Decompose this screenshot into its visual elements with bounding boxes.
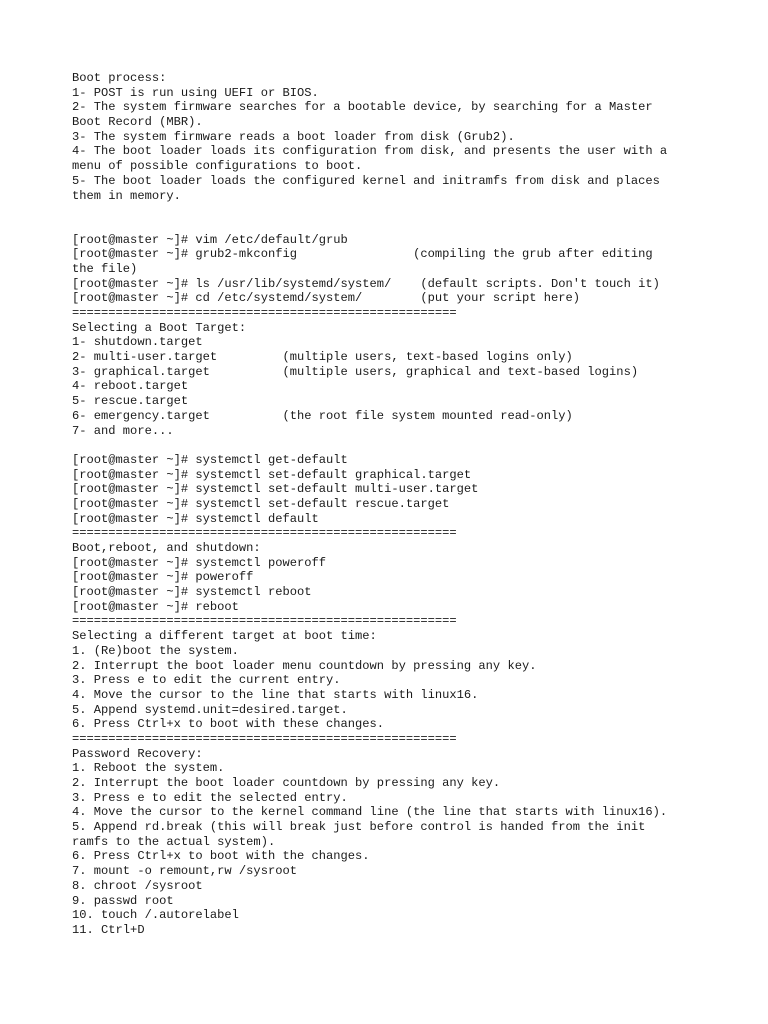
doc-line: 1. (Re)boot the system.	[72, 643, 239, 658]
doc-line: 3- The system firmware reads a boot loader from disk (Grub2).	[72, 129, 515, 144]
doc-line: 5- rescue.target	[72, 394, 189, 409]
doc-line: 1- POST is run using UEFI or BIOS.	[72, 85, 319, 100]
doc-line: 3- graphical.target (multiple users, graphical and text-based logins)	[72, 364, 639, 379]
doc-line: 2- multi-user.target (multiple users, text-based logins only)	[72, 350, 573, 365]
doc-line: Boot process:	[72, 71, 167, 85]
doc-line: 5. Append systemd.unit=desired.target.	[72, 702, 348, 717]
doc-line	[72, 438, 752, 453]
doc-line: 4- reboot.target	[72, 379, 189, 394]
doc-line: =====================================================	[72, 306, 457, 320]
doc-line: 9. passwd root	[72, 893, 174, 908]
doc-line: [root@master ~]# grub2-mkconfig (compiling the grub after editing	[72, 247, 653, 262]
doc-line	[72, 203, 752, 218]
doc-line: menu of possible configurations to boot.	[72, 159, 363, 174]
doc-line: 10. touch /.autorelabel	[72, 908, 239, 923]
doc-line: 4- The boot loader loads its configuration from disk, and presents the user with a	[72, 144, 668, 159]
doc-line: 2. Interrupt the boot loader menu countdown by pressing any key.	[72, 658, 537, 673]
doc-line: =====================================================	[72, 731, 457, 746]
doc-line: 6. Press Ctrl+x to boot with the changes.	[72, 849, 370, 864]
doc-line: [root@master ~]# systemctl default	[72, 511, 319, 526]
doc-line: Password Recovery:	[72, 746, 203, 761]
doc-line: them in memory.	[72, 188, 181, 203]
doc-line: [root@master ~]# ls /usr/lib/systemd/system/ (default scripts. Don't touch it)	[72, 276, 660, 291]
doc-line: 8. chroot /sysroot	[72, 878, 203, 893]
doc-line: 4. Move the cursor to the kernel command line (the line that starts with linux16).	[72, 805, 668, 820]
doc-line: 11. Ctrl+D	[72, 922, 145, 937]
doc-line: [root@master ~]# vim /etc/default/grub	[72, 232, 348, 247]
doc-line: 7- and more...	[72, 423, 174, 438]
doc-line: Selecting a different target at boot time:	[72, 629, 377, 644]
doc-line: 4. Move the cursor to the line that starts with linux16.	[72, 687, 479, 702]
doc-line: 1. Reboot the system.	[72, 761, 225, 776]
doc-line: 2. Interrupt the boot loader countdown by pressing any key.	[72, 776, 501, 790]
doc-line: [root@master ~]# cd /etc/systemd/system/ (put your script here)	[72, 291, 581, 306]
doc-line: the file)	[72, 261, 138, 276]
doc-line: 5. Append rd.break (this will break just before control is handed from the init	[72, 820, 646, 835]
doc-line: 1- shutdown.target	[72, 335, 203, 350]
doc-line: [root@master ~]# systemctl set-default multi-user.target	[72, 482, 479, 497]
doc-line: 3. Press e to edit the current entry.	[72, 673, 341, 688]
doc-line: [root@master ~]# systemctl get-default	[72, 452, 348, 467]
doc-line: ramfs to the actual system).	[72, 834, 276, 849]
doc-line: 6- emergency.target (the root file system mounted read-only)	[72, 408, 573, 423]
doc-line: 5- The boot loader loads the configured kernel and initramfs from disk and places	[72, 173, 660, 188]
doc-line: 2- The system firmware searches for a bootable device, by searching for a Master	[72, 100, 653, 115]
doc-line: =====================================================	[72, 526, 457, 541]
doc-line: [root@master ~]# systemctl set-default rescue.target	[72, 496, 450, 511]
doc-line: 6. Press Ctrl+x to boot with these changes.	[72, 717, 385, 732]
doc-line: [root@master ~]# reboot	[72, 599, 239, 614]
doc-line: Boot Record (MBR).	[72, 115, 203, 130]
doc-line: Selecting a Boot Target:	[72, 320, 247, 335]
doc-line: [root@master ~]# systemctl poweroff	[72, 555, 327, 570]
doc-line	[72, 218, 752, 233]
doc-line: 3. Press e to edit the selected entry.	[72, 790, 348, 805]
doc-line: 7. mount -o remount,rw /sysroot	[72, 864, 297, 879]
document-body	[72, 71, 752, 938]
doc-line: Boot,reboot, and shutdown:	[72, 541, 261, 555]
doc-line: [root@master ~]# systemctl set-default graphical.target	[72, 467, 472, 482]
doc-line: =====================================================	[72, 614, 457, 629]
doc-line: [root@master ~]# poweroff	[72, 570, 254, 585]
doc-line: [root@master ~]# systemctl reboot	[72, 585, 312, 600]
